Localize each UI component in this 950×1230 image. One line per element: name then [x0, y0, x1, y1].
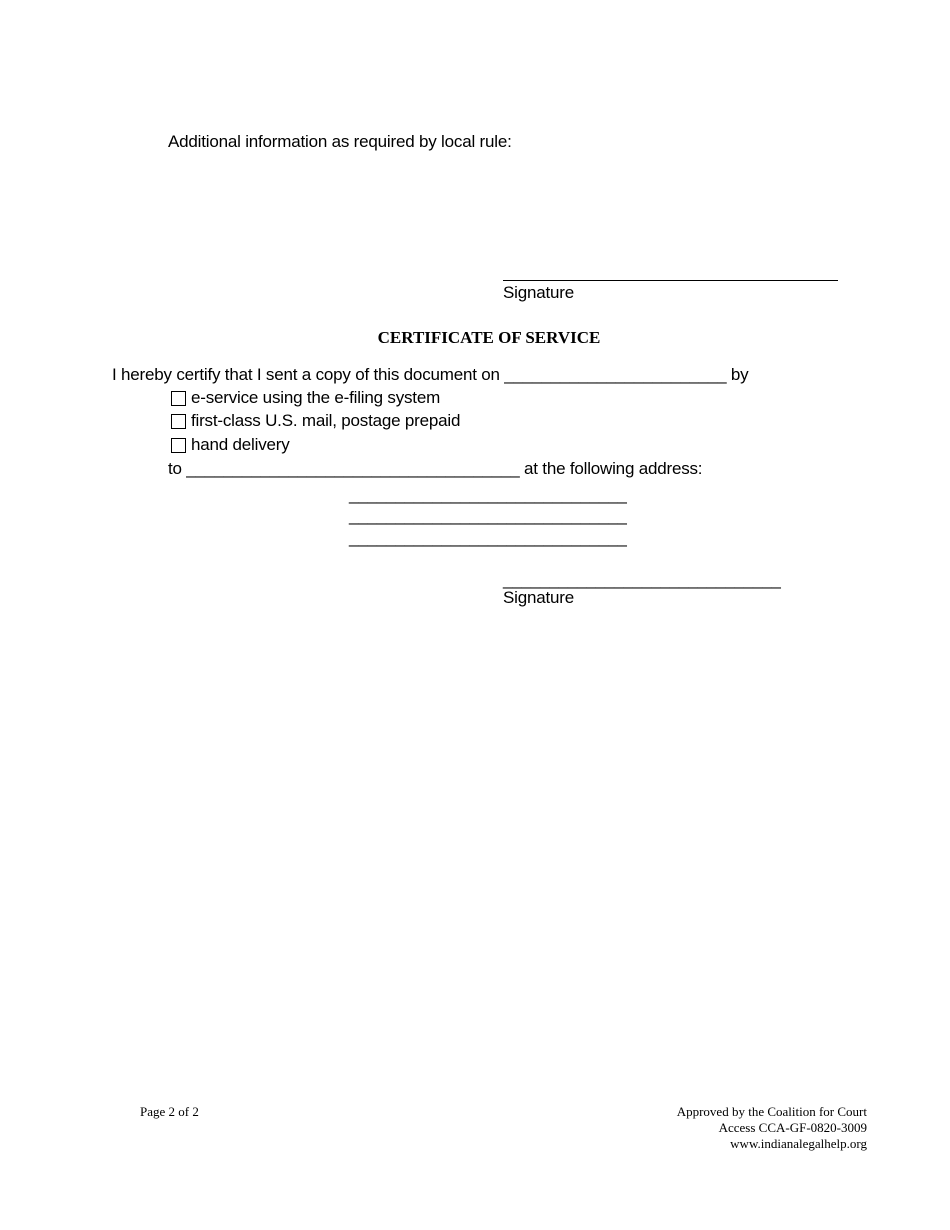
certificate-signature-line: ______________________________	[503, 570, 781, 589]
website-link[interactable]: www.indianalegalhelp.org	[730, 1136, 867, 1151]
checkbox-e-service[interactable]	[171, 391, 186, 406]
address-line-3: ______________________________	[349, 528, 627, 547]
option-label-e-service: e-service using the e-filing system	[191, 388, 441, 407]
certificate-signature-label: Signature	[503, 588, 574, 607]
address-line-1: ______________________________	[349, 485, 627, 504]
approval-line-2: Access CCA-GF-0820-3009	[718, 1120, 867, 1135]
certificate-title: CERTIFICATE OF SERVICE	[377, 328, 601, 347]
signature-label: Signature	[503, 283, 574, 302]
checkbox-first-class-mail[interactable]	[171, 414, 186, 429]
option-label-hand-delivery: hand delivery	[191, 435, 290, 454]
option-label-first-class-mail: first-class U.S. mail, postage prepaid	[191, 411, 461, 430]
checkbox-hand-delivery[interactable]	[171, 438, 186, 453]
recipient-line: to ____________________________________ at the following address:	[168, 459, 703, 478]
address-line-2: ______________________________	[349, 506, 627, 525]
certify-statement: I hereby certify that I sent a copy of this document on ________________________ by	[112, 365, 749, 384]
signature-line	[503, 280, 838, 281]
page-number: Page 2 of 2	[140, 1104, 199, 1119]
approval-line-1: Approved by the Coalition for Court	[676, 1104, 867, 1119]
additional-info-label: Additional information as required by local rule:	[168, 132, 512, 151]
